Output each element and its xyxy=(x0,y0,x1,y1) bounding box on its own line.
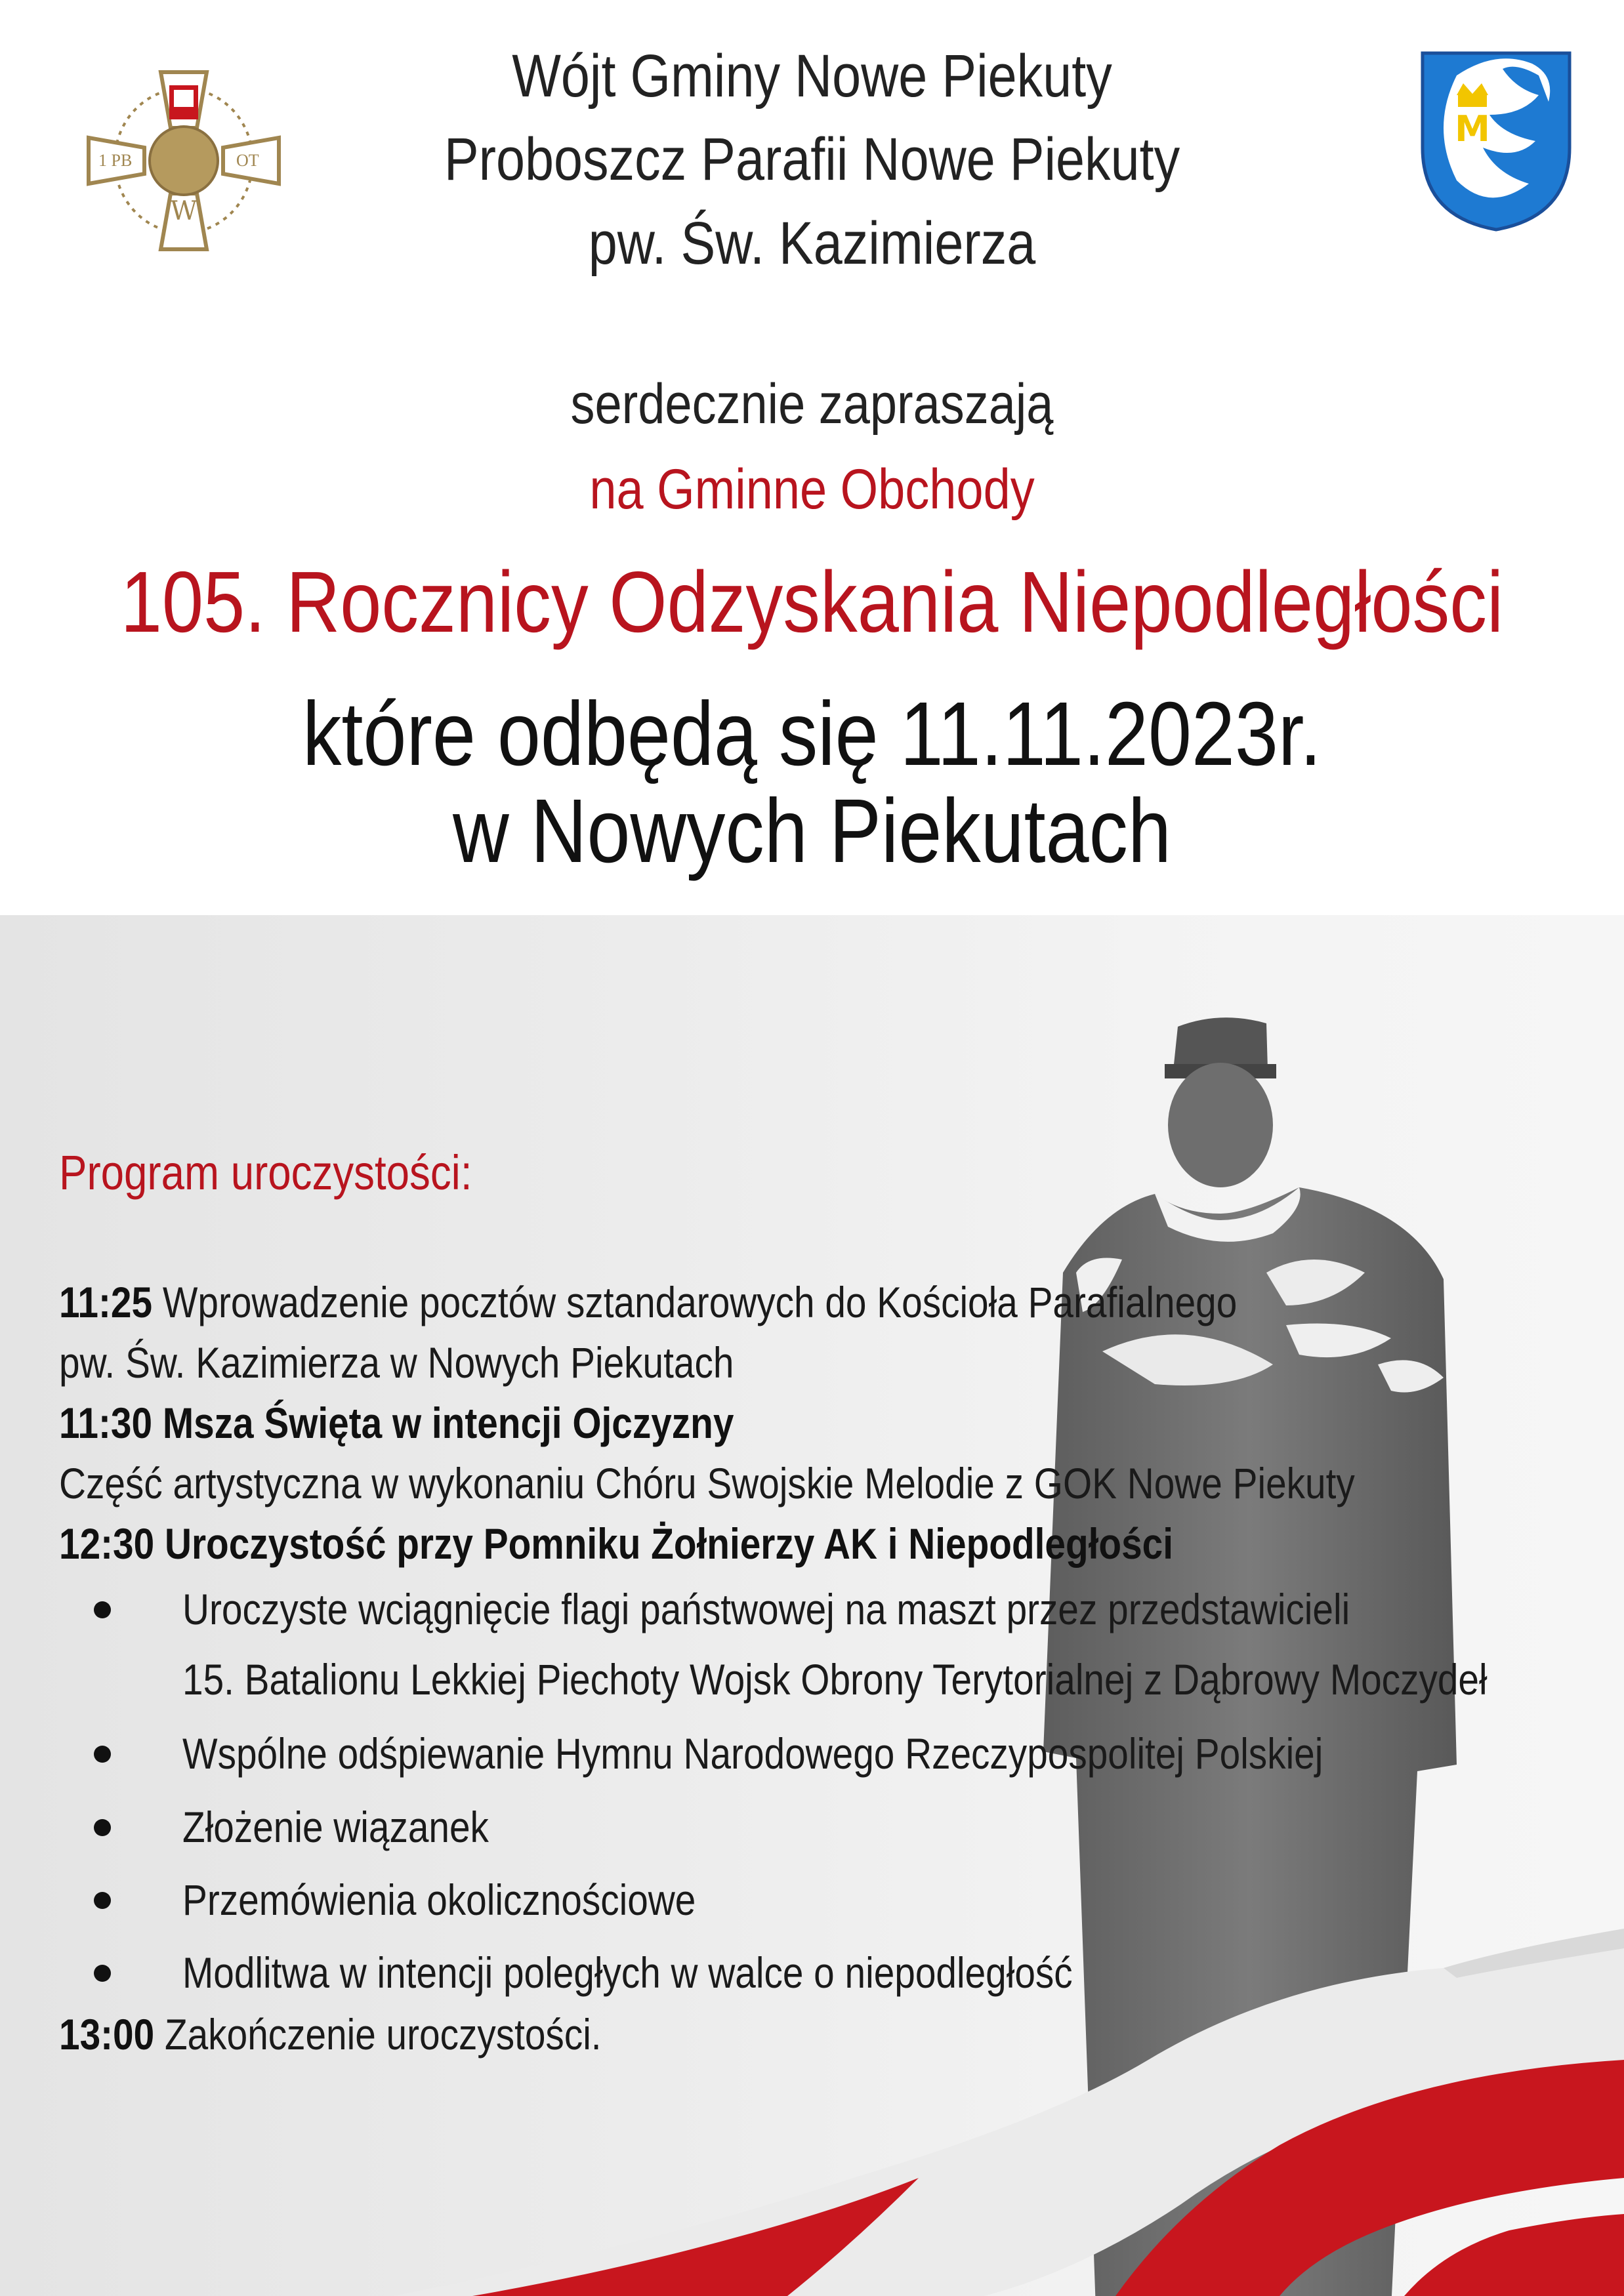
bullet-dot xyxy=(94,1819,111,1836)
svg-text:W: W xyxy=(170,196,198,226)
program-item-1130-cont: Część artystyczna w wykonaniu Chóru Swojskie Melodie z GOK Nowe Piekuty xyxy=(59,1459,1355,1507)
program-title: Program uroczystości: xyxy=(59,1145,472,1200)
program-item-1125 xyxy=(59,1278,1238,1326)
svg-text:M: M xyxy=(1455,108,1490,150)
bullet-item-5: Modlitwa w intencji poległych w walce o niepodległość xyxy=(182,1948,1073,1997)
invite-line: serdecznie zapraszają xyxy=(570,373,1054,436)
event-subtitle: na Gminne Obchody xyxy=(589,458,1035,521)
program-text: Uroczystość przy Pomniku Żołnierzy AK i Niepodległości xyxy=(154,1519,1173,1568)
bullet-dot xyxy=(94,1746,111,1763)
bullet-item-1-cont: 15. Batalionu Lekkiej Piechoty Wojsk Obrony Terytorialnej z Dąbrowy Moczydeł xyxy=(182,1655,1488,1704)
program-item-1300 xyxy=(59,2010,602,2059)
cross-left-text: 1 PB xyxy=(98,151,133,170)
header-line-1: Wójt Gminy Nowe Piekuty xyxy=(512,43,1112,110)
bullet-dot xyxy=(94,1601,111,1618)
bullet-dot xyxy=(94,1892,111,1909)
program-time: 11:30 xyxy=(59,1399,153,1447)
program-time: 12:30 xyxy=(59,1519,155,1568)
program-time: 13:00 xyxy=(59,2010,155,2059)
header-line-2: Proboszcz Parafii Nowe Piekuty xyxy=(444,126,1180,193)
program-text: Msza Święta w intencji Ojczyzny xyxy=(152,1399,734,1447)
event-place: w Nowych Piekutach xyxy=(453,781,1171,882)
event-title: 105. Rocznicy Odzyskania Niepodległości xyxy=(120,554,1504,650)
bullet-dot xyxy=(94,1965,111,1982)
bullet-item-2: Wspólne odśpiewanie Hymnu Narodowego Rzeczypospolitej Polskiej xyxy=(182,1729,1323,1778)
program-item-1230 xyxy=(59,1519,1173,1568)
event-date: które odbędą się 11.11.2023r. xyxy=(302,684,1322,785)
program-item-1130 xyxy=(59,1401,734,1445)
bullet-item-4: Przemówienia okolicznościowe xyxy=(182,1876,696,1924)
program-text: Wprowadzenie pocztów sztandarowych do Kościoła Parafialnego xyxy=(152,1278,1238,1326)
program-time: 11:25 xyxy=(59,1278,153,1326)
program-item-1125-cont: pw. Św. Kazimierza w Nowych Piekutach xyxy=(59,1338,734,1387)
header-line-3: pw. Św. Kazimierza xyxy=(588,210,1036,277)
program-text: Zakończenie uroczystości. xyxy=(154,2010,602,2059)
bullet-item-1: Uroczyste wciągnięcie flagi państwowej na maszt przez przedstawicieli xyxy=(182,1585,1350,1633)
cross-right-text: OT xyxy=(236,151,259,170)
bullet-item-3: Złożenie wiązanek xyxy=(182,1803,489,1851)
